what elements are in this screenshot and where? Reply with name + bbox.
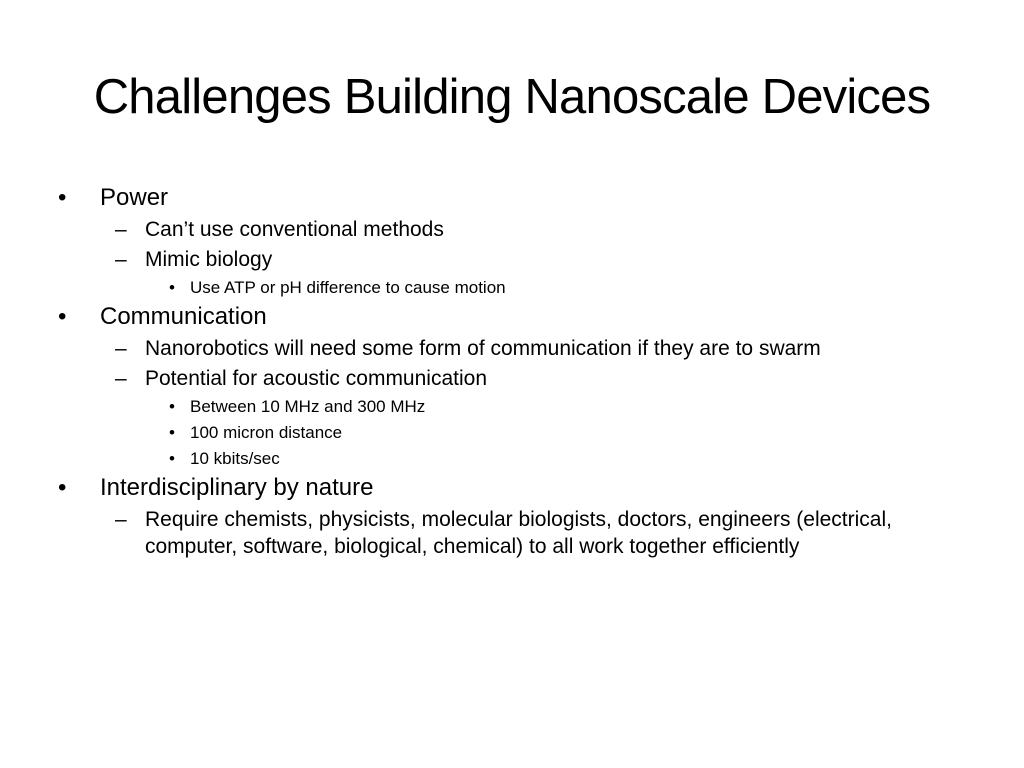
sub-sub-item [169, 421, 958, 444]
sub-item [115, 506, 958, 560]
dash-marker: – [115, 337, 127, 360]
bullet-item-interdisciplinary [58, 473, 958, 503]
bullet-text: Power [100, 184, 169, 211]
sub-sub-item [169, 447, 958, 470]
sub-item-text: Potential for acoustic communication [145, 367, 487, 390]
sub-item-text: Mimic biology [145, 248, 273, 271]
sub-item [115, 246, 958, 273]
bullet-marker: • [169, 278, 175, 297]
bullet-item-power [58, 183, 958, 213]
dash-marker: – [115, 367, 127, 390]
bullet-marker: • [169, 397, 175, 416]
bullet-text: Communication [100, 303, 267, 330]
sub-sub-item [169, 276, 958, 299]
sub-item [115, 335, 958, 362]
sub-sub-item [169, 395, 958, 418]
sub-item-text: Can’t use conventional methods [145, 218, 444, 241]
dash-marker: – [115, 248, 127, 271]
sub-sub-item-text: 10 kbits/sec [190, 449, 280, 468]
slide-body [58, 181, 958, 563]
sub-sub-item-text: 100 micron distance [190, 423, 343, 442]
bullet-marker: • [58, 303, 67, 330]
sub-sub-item-text: Use ATP or pH difference to cause motion [190, 278, 506, 297]
dash-marker: – [115, 508, 127, 531]
sub-sub-item-text: Between 10 MHz and 300 MHz [190, 397, 426, 416]
bullet-marker: • [58, 474, 67, 501]
dash-marker: – [115, 218, 127, 241]
sub-item [115, 365, 958, 392]
bullet-item-communication [58, 302, 958, 332]
slide-title: Challenges Building Nanoscale Devices [93, 70, 931, 124]
sub-item-text: Nanorobotics will need some form of communication if they are to swarm [145, 337, 821, 360]
bullet-marker: • [58, 184, 67, 211]
bullet-text: Interdisciplinary by nature [100, 474, 374, 501]
sub-item-text: Require chemists, physicists, molecular biologists, doctors, engineers (electrical, computer, software, biological, chemical) to all work together efficiently [145, 508, 892, 558]
bullet-marker: • [169, 449, 175, 468]
bullet-marker: • [169, 423, 175, 442]
sub-item [115, 216, 958, 243]
